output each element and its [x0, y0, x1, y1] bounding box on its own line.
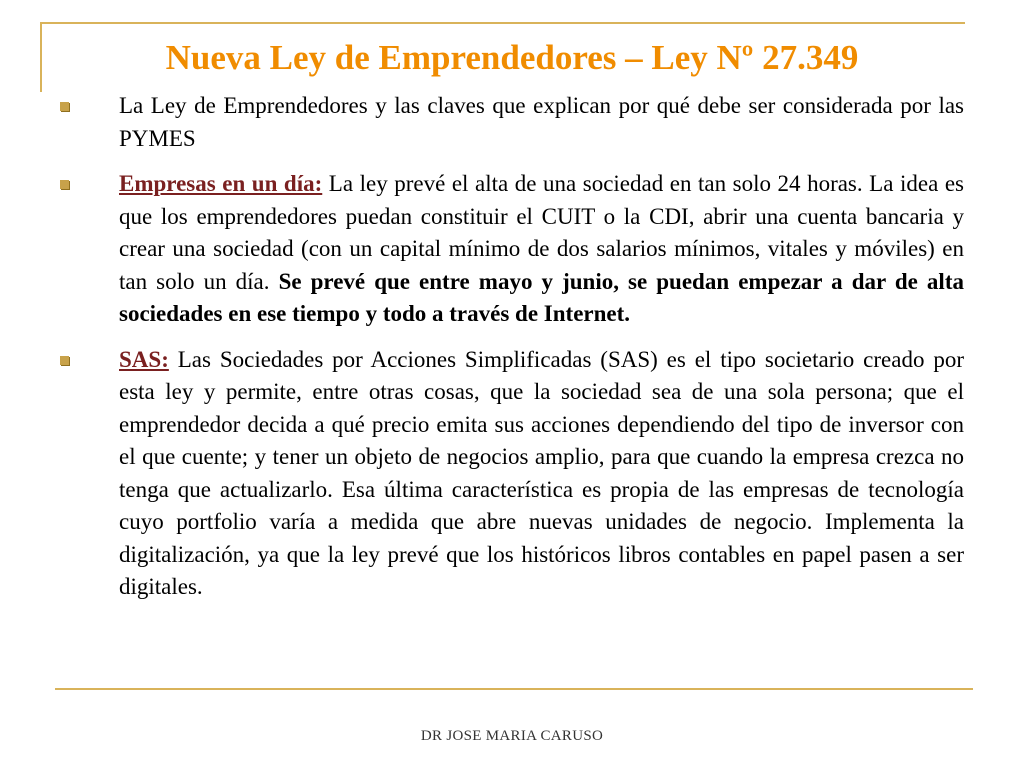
bullet-item: [56, 90, 964, 155]
bullet-lead: SAS:: [119, 346, 169, 372]
bullet-item: [56, 168, 964, 331]
square-bullet-icon: [60, 180, 69, 189]
slide-title: Nueva Ley de Emprendedores – Ley Nº 27.349: [165, 38, 859, 77]
square-bullet-icon: [60, 102, 69, 111]
bullet-text: Las Sociedades por Acciones Simplificadas (SAS) es el tipo societario creado por esta ley y permite, entre otras cosas, que la sociedad sea de una sola persona; que el emprendedor decida a qué precio emita sus acciones dependiendo del tipo de inversor con el que cuente; y tener un objeto de negocios amplio, para que cuando la empresa crezca no tenga que actualizarlo. Esa última característica es propia de las empresas de tecnología cuyo portfolio varía a medida que abre nuevas unidades de negocio. Implementa la digitalización, ya que la ley prevé que los históricos libros contables en papel pasen a ser digitales.: [119, 346, 964, 599]
bullet-text: La Ley de Emprendedores y las claves que explican por qué debe ser considerada por las PYMES: [119, 93, 964, 151]
bullet-text: La ley prevé el alta de una sociedad en tan solo 24 horas. La idea es que los emprendedores puedan constituir el CUIT o la CDI, abrir una cuenta bancaria y crear una sociedad (con un capital mínimo de dos salarios mínimos, vitales y móviles) en tan solo un día.: [119, 171, 964, 294]
bullet-list: [56, 90, 964, 617]
footer-author: DR JOSE MARIA CARUSO: [420, 728, 604, 744]
square-bullet-icon: [60, 356, 69, 365]
bullet-emphasis: Se prevé que entre mayo y junio, se puedan empezar a dar de alta sociedades en ese tiempo y todo a través de Internet.: [119, 268, 964, 326]
bullet-item: [56, 344, 964, 604]
bottom-rule: [55, 688, 973, 690]
top-rule: [40, 22, 965, 24]
bullet-lead: Empresas en un día:: [119, 171, 323, 196]
